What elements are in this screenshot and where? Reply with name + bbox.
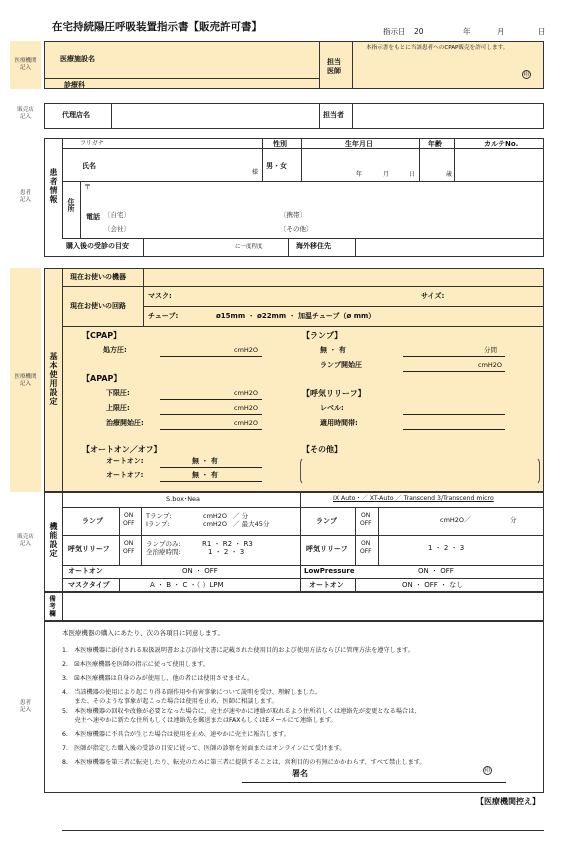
apply-time-label: 適用時間帯:	[320, 419, 358, 427]
patient-vertical-title: 患者情報	[49, 168, 58, 204]
ramp-min-line	[403, 356, 505, 357]
signature-label: 署名	[292, 769, 308, 778]
date-year: 年	[463, 27, 471, 36]
lower-label: 下限圧:	[106, 389, 130, 397]
cpap-title: 【CPAP】	[82, 331, 122, 340]
side-label-agreement	[10, 700, 41, 714]
agreement-item: 8. 本医療機器を第三者に転売したり、転売のために第三者に提供することは、営利目的の有無にかかわらず、すべて禁止します。	[62, 759, 426, 766]
func-relief-right: 呼気リリーフ	[306, 545, 348, 553]
doctor-divider	[319, 41, 320, 89]
n-opts: 1 ・ 2 ・ 3	[208, 548, 245, 556]
patient-row-4	[62, 238, 544, 239]
ramp-only: ランプのみ:	[146, 540, 181, 548]
agreement-item: 売主へ速やかに新たな住所もしくは連絡先を郵送またはFAXもしくはEメールにて連絡します。	[62, 717, 337, 724]
func-ramp-right: ランプ	[316, 517, 337, 525]
func-mask-opts: A ・ B ・ C ・（ ）LPM	[150, 581, 224, 589]
func-row-4	[62, 578, 544, 579]
date-label: 指示日	[383, 27, 406, 36]
func-low-onoff: ON ・ OFF	[418, 567, 454, 575]
func-ramp-left: ランプ	[82, 517, 103, 525]
ramp-minutes: 分間	[484, 346, 497, 354]
footer-line	[62, 830, 544, 831]
func-auto-on: オートオン	[68, 567, 103, 575]
remarks-block	[44, 592, 544, 621]
phone-company: 〔会社〕	[104, 225, 130, 233]
device-divider	[143, 268, 144, 326]
f-v-3	[355, 507, 356, 565]
mask-label: マスク:	[148, 292, 172, 300]
lower-unit: cmH2O	[234, 389, 259, 397]
therapy-start-unit: cmH2O	[234, 419, 259, 427]
department-label: 診療科	[64, 81, 85, 89]
agreement-item: 2. ☒本医療機器を医師の指示に従って使用します。	[62, 661, 210, 668]
t-ramp: Tランプ:	[146, 512, 172, 520]
t-ramp-min: ／ 分	[233, 512, 249, 520]
basic-vertical-title: 基本使用設定	[49, 352, 58, 406]
upper-line	[160, 414, 262, 415]
agreement-item: 5. 本医療機器の回収や改修が必要となった場合に、売主が速やかに連絡が取れるよう住所若しくは連絡先が変更となる場合は、	[62, 708, 421, 715]
doctor-seal: 印	[523, 71, 530, 78]
func-row-2	[62, 535, 544, 536]
upper-label: 上限圧:	[106, 404, 130, 412]
func-mask-type: マスクタイプ	[68, 581, 110, 589]
agent-block	[44, 103, 544, 129]
func-relief-right-off: OFF	[360, 548, 372, 555]
f-v-2	[141, 507, 142, 565]
all-time: 全治療時間:	[146, 548, 181, 556]
side-label-agreement-text: 患者 記入	[19, 700, 31, 714]
f-v-5	[119, 578, 120, 592]
agreement-item: 6. 本医療機器に不具合が生じた場合は使用を止め、速やかに売主に報告します。	[62, 731, 290, 738]
honorific: 様	[252, 169, 259, 176]
staff-label: 担当者	[323, 111, 344, 119]
level-label: レベル:	[320, 404, 344, 412]
i-ramp: Iランプ:	[146, 520, 170, 528]
side-label-basic-text: 医療機関 記入	[14, 374, 37, 388]
phone-label: 電話	[86, 213, 100, 221]
func-relief-on: ON	[124, 540, 134, 547]
ramp-none-yes: 無 ・ 有	[320, 346, 346, 354]
agent-div-1	[111, 103, 112, 129]
func-row-3	[62, 565, 544, 566]
level-line	[403, 414, 505, 415]
facility-label: 医療施設名	[60, 55, 95, 63]
r-opts: R1 ・ R2 ・ R3	[202, 540, 253, 548]
basic-vertical-divider	[62, 268, 63, 492]
other-title: 【その他】	[302, 445, 342, 454]
func-ramp-right-off: OFF	[360, 520, 372, 527]
ramp-title: 【ランプ】	[302, 331, 343, 340]
side-label-basic	[10, 374, 41, 388]
i-ramp-max: ／ 最大45分	[233, 520, 270, 528]
date-year-prefix: 20	[414, 27, 424, 36]
doctor-divider-2	[352, 41, 353, 89]
prescribed-label: 処方圧:	[103, 346, 127, 354]
func-left-head: S.box･Nea	[166, 495, 201, 503]
p-div-4	[454, 138, 455, 181]
phone-mobile: 〔携帯〕	[280, 211, 306, 219]
side-label-func	[10, 534, 41, 548]
func-right-head: IX Auto・／ XT-Auto ／ Transcend 3/Transcend micro	[333, 495, 494, 502]
right-min: 分	[510, 516, 517, 524]
auto-off-opts: 無 ・ 有	[192, 471, 218, 479]
side-label-func-text: 販売店 記入	[17, 534, 34, 548]
apply-time-line	[403, 429, 505, 430]
side-label-store-text: 販売店 記入	[17, 107, 34, 121]
auto-on-label: オートオン:	[106, 457, 144, 465]
side-label-patient	[10, 190, 41, 204]
func-ramp-off: OFF	[123, 520, 135, 527]
autoonoff-title: 【オートオン／オフ】	[82, 445, 162, 454]
agent-div-3	[352, 103, 353, 129]
relief-title: 【呼気リリーフ】	[302, 389, 366, 398]
other-bracket	[300, 457, 540, 485]
func-relief-off: OFF	[123, 548, 135, 555]
patient-block	[44, 138, 544, 257]
apap-title: 【APAP】	[82, 374, 122, 383]
dob-day: 日	[409, 171, 416, 178]
func-auto-on2: オートオン	[309, 581, 344, 589]
p-div-2	[301, 138, 302, 181]
current-device-label: 現在お使いの機器	[70, 273, 126, 281]
remarks-title: 備考欄	[48, 595, 56, 618]
device-row-line	[62, 286, 544, 287]
age-label: 年齢	[428, 140, 442, 148]
auto-off-line	[160, 481, 262, 482]
remarks-divider	[62, 592, 63, 621]
func-ramp-on: ON	[124, 512, 134, 519]
abroad-label: 海外移住先	[296, 242, 331, 250]
side-label-store	[10, 107, 41, 121]
sex-value: 男・女	[266, 162, 287, 170]
visit-divider	[143, 238, 144, 257]
func-auto-opts: ON ・ OFF ・ なし	[402, 581, 464, 589]
func-ramp-right-on: ON	[361, 512, 371, 519]
abroad-divider	[288, 238, 289, 257]
dob-label: 生年月日	[345, 140, 373, 148]
agreement-item: 4. 当該機器の使用により起こり得る副作用や有害事象について説明を受け、理解しました。	[62, 689, 322, 696]
i-ramp-unit: cmH2O	[203, 520, 228, 528]
func-row-1	[62, 507, 544, 508]
page-title: 在宅持続陽圧呼吸装置指示書【販売許可書】	[52, 21, 262, 33]
f-v-6	[355, 578, 356, 592]
side-label-patient-text: 患者 記入	[19, 190, 31, 204]
current-circuit-label: 現在お使いの回路	[70, 302, 126, 310]
patient-row-1	[62, 148, 544, 149]
circuit-row-line	[62, 326, 544, 327]
date-month: 月	[497, 27, 505, 36]
abroad-divider-2	[355, 238, 356, 257]
ramp-start-unit: cmH2O	[478, 361, 503, 369]
dob-year: 年	[356, 171, 363, 178]
f-v-1	[119, 507, 120, 565]
agent-label: 代理店名	[62, 111, 90, 119]
therapy-start-label: 治療開始圧:	[106, 419, 144, 427]
auto-off-label: オートオフ:	[106, 471, 144, 479]
mask-row-line	[143, 306, 544, 307]
agreement-item: 1. 本医療機器に添付される取扱説明書および添付文書に記載された使用目的および使用方法ならびに管理方法を遵守します。	[62, 647, 414, 654]
furigana-label: フリガナ	[80, 140, 104, 147]
right-cm: cmH2O／	[440, 516, 471, 524]
agent-div-2	[319, 103, 320, 129]
address-divider	[80, 181, 81, 238]
lower-line	[160, 399, 262, 400]
auto-on-opts: 無 ・ 有	[192, 457, 218, 465]
patient-vertical-divider	[62, 138, 63, 238]
chart-label: カルテNo.	[484, 140, 519, 148]
tube-options: ø15mm ・ ø22mm ・ 加温チューブ（ø mm）	[216, 312, 376, 320]
upper-unit: cmH2O	[234, 404, 259, 412]
agreement-item: 3. ☒本医療機器は自身のみが使用し、他の者には使用させません。	[62, 675, 254, 682]
auto-on-line	[160, 467, 262, 468]
date-day: 日	[538, 27, 546, 36]
right-relief-opts: 1 ・ 2 ・ 3	[428, 544, 465, 552]
side-label-medical-text: 医療機関 記入	[14, 58, 37, 72]
ramp-start-label: ランプ開始圧	[320, 361, 362, 369]
size-label: サイズ:	[421, 292, 445, 300]
patient-row-3	[62, 181, 544, 182]
prescribed-line	[160, 356, 262, 357]
doctor-label: 担当 医師	[327, 58, 341, 76]
address-label: 住所	[67, 198, 75, 212]
signature-seal: 印	[484, 767, 491, 774]
func-relief-left: 呼気リリーフ	[68, 545, 110, 553]
dob-month: 月	[383, 171, 390, 178]
func-auto-onoff: ON ・ OFF	[182, 567, 218, 575]
phone-other: 〔その他〕	[280, 225, 313, 233]
p-div-1	[262, 138, 263, 181]
func-low-pressure: LowPressure	[304, 567, 355, 575]
t-ramp-unit: cmH2O	[203, 512, 228, 520]
therapy-start-line	[160, 429, 262, 430]
visit-label: 購入後の受診の目安	[66, 242, 129, 250]
age-unit: 歳	[446, 171, 453, 178]
agreement-item: また、そのような事象が起こった場合は使用を止め、医師に相談します。	[62, 698, 278, 705]
name-label: 氏名	[82, 162, 96, 170]
agreement-intro: 本医療機器の購入にあたり、次の各項目に同意します。	[62, 629, 224, 637]
func-relief-right-on: ON	[361, 540, 371, 547]
copy-label: 【医療機関控え】	[476, 797, 540, 806]
signature-line	[242, 782, 506, 783]
facility-divider	[44, 78, 319, 79]
side-label-medical	[10, 58, 41, 72]
func-vertical-title: 機能設定	[49, 522, 58, 558]
ramp-start-line	[403, 371, 505, 372]
sex-label: 性別	[273, 140, 287, 148]
p-div-3	[419, 138, 420, 181]
postal-mark: 〒	[84, 183, 91, 191]
tube-label: チューブ:	[148, 312, 179, 320]
phone-home: 〔自宅〕	[104, 211, 130, 219]
f-v-4	[378, 507, 379, 565]
prescribed-unit: cmH2O	[234, 346, 259, 354]
agreement-item: 7. 医師が指定した購入後の受診の目安に従って、医師の診察を対面またはオンラインにて受けます。	[62, 745, 346, 752]
visit-freq: に一度程度	[235, 244, 263, 250]
permission-note: 本指示書をもとに当該患者へのCPAP販売を許可します。	[366, 45, 509, 51]
